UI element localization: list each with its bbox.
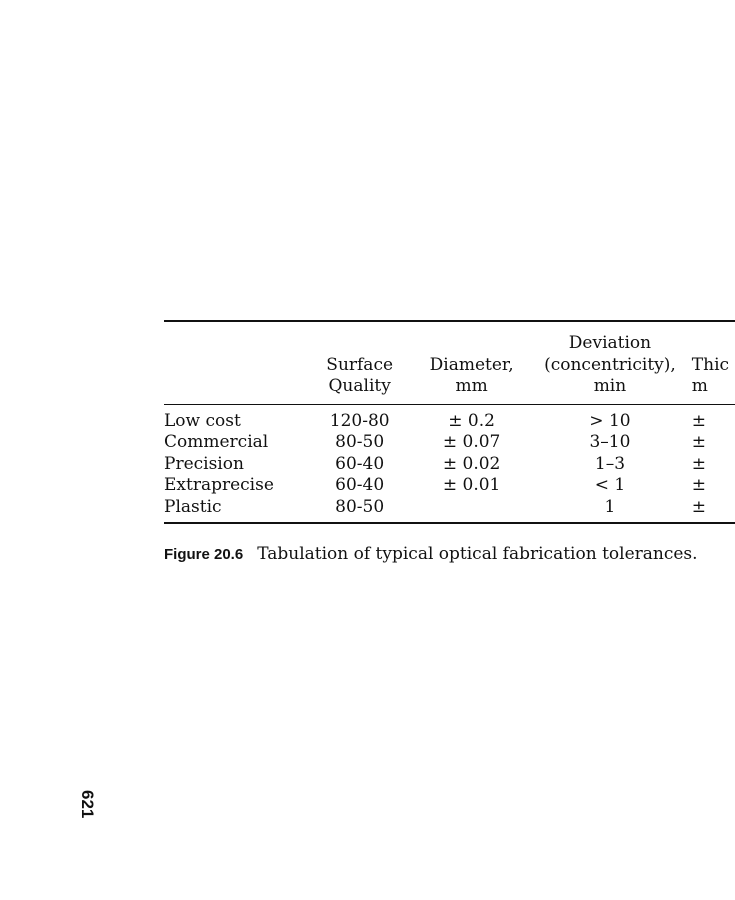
table-row [164, 404, 735, 432]
header-cell-name [164, 321, 320, 404]
header-cell-deviation [544, 321, 676, 404]
row-label: Precision [164, 453, 244, 474]
deviation-cell: 3–10 [589, 432, 631, 452]
tolerance-table [164, 320, 735, 524]
figure-label: Figure 20.6 [164, 546, 244, 563]
header-line: Surface [326, 354, 394, 375]
thickness-cell: ± [691, 432, 707, 452]
thickness-cell: ± [691, 475, 707, 495]
header-line: Diameter, [429, 354, 514, 375]
table-row [164, 454, 735, 476]
figure-caption [164, 544, 698, 564]
thickness-cell: ± [691, 453, 707, 474]
header-line: Thic [691, 354, 730, 375]
table-row [164, 475, 735, 497]
header-cell-surface-quality [320, 321, 399, 404]
row-label: Commercial [164, 432, 269, 452]
tolerance-table-container [164, 320, 735, 524]
table-row [164, 497, 735, 524]
surface-quality-cell: 80-50 [320, 497, 399, 524]
diameter-cell: ± 0.07 [442, 432, 501, 452]
surface-quality-cell: 60-40 [335, 453, 385, 474]
header-line: Quality [328, 376, 391, 396]
deviation-cell: > 10 [589, 410, 631, 431]
header-line: Deviation [568, 333, 652, 353]
diameter-cell [399, 497, 544, 524]
deviation-cell: < 1 [594, 475, 626, 495]
thickness-cell: ± [676, 497, 735, 524]
header-line: mm [455, 376, 488, 396]
diameter-cell: ± 0.01 [442, 475, 501, 495]
table-header-row [164, 321, 735, 404]
surface-quality-cell: 120-80 [329, 410, 390, 431]
thickness-cell: ± [691, 410, 707, 431]
table-row [164, 432, 735, 454]
header-cell-diameter [399, 321, 544, 404]
diameter-cell: ± 0.02 [442, 453, 501, 474]
header-line: (concentricity), [544, 354, 676, 375]
surface-quality-cell: 80-50 [335, 432, 385, 452]
surface-quality-cell: 60-40 [335, 475, 385, 495]
header-line: min [593, 376, 627, 396]
row-label: Plastic [164, 497, 320, 524]
header-line: m [691, 376, 708, 396]
deviation-cell: 1–3 [594, 453, 626, 474]
row-label: Low cost [164, 410, 241, 431]
diameter-cell: ± 0.2 [448, 410, 495, 431]
deviation-cell: 1 [544, 497, 676, 524]
page-number: 621 [78, 790, 97, 819]
header-cell-thickness [676, 321, 735, 404]
figure-caption-text: Tabulation of typical optical fabrication tolerances. [257, 544, 698, 564]
row-label: Extraprecise [164, 475, 274, 495]
